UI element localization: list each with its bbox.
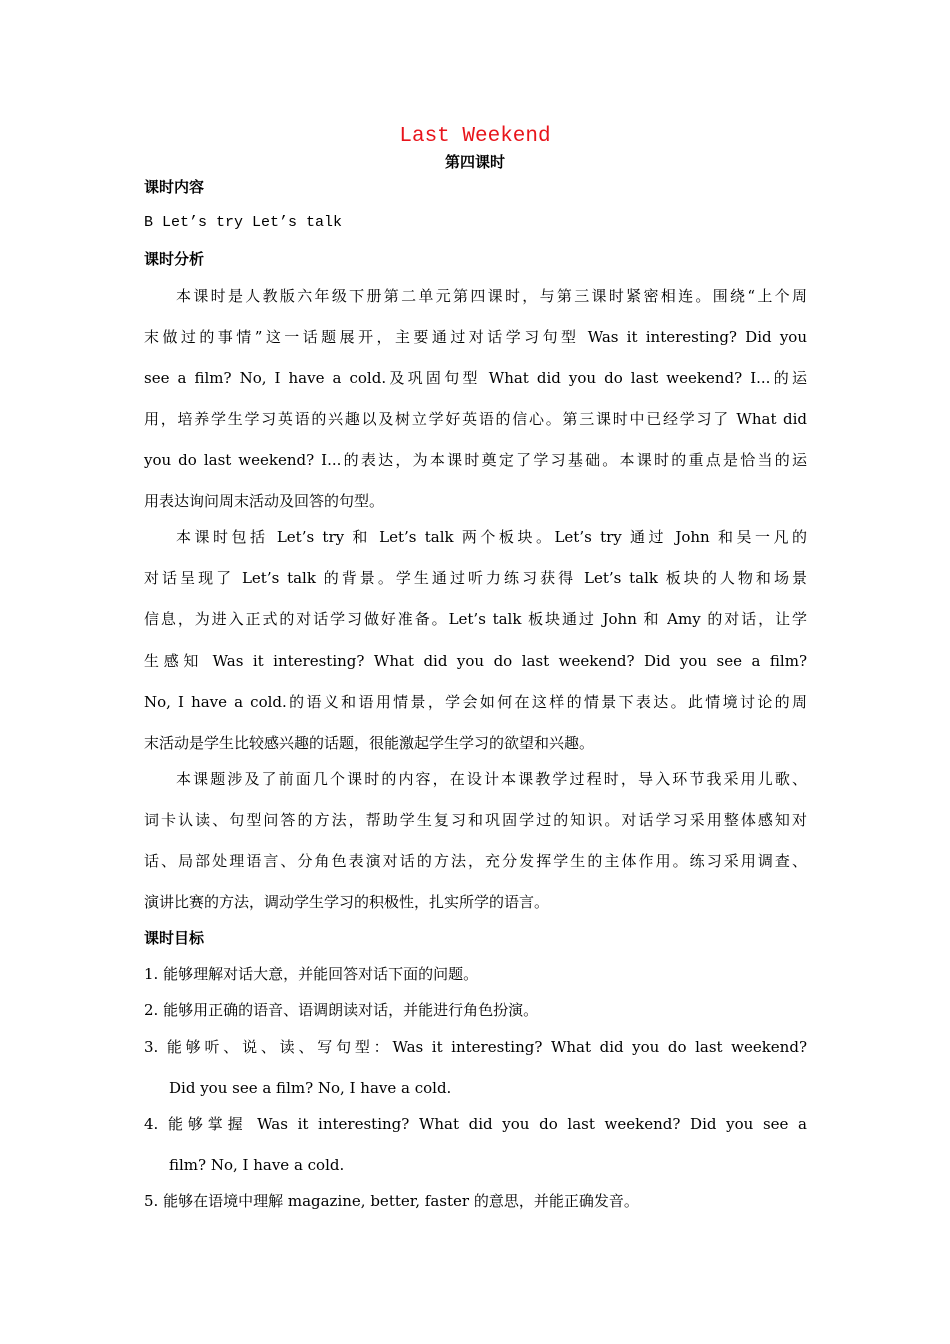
objective-item-continuation: Did you see a film? No, I have a cold.	[169, 1079, 452, 1097]
analysis-paragraph-line: 用，培养学生学习英语的兴趣以及树立学好英语的信心。第三课时中已经学习了 What did	[144, 410, 807, 428]
objective-item: 4. 能够掌握 Was it interesting? What did you do last weekend? Did you see a	[144, 1115, 807, 1133]
section-heading-content: 课时内容	[144, 178, 205, 196]
section-heading-objectives: 课时目标	[144, 929, 205, 947]
analysis-paragraph-line: 话、局部处理语言、分角色表演对话的方法，充分发挥学生的主体作用。练习采用调查、	[144, 852, 807, 870]
analysis-paragraph-line: you do last weekend? I...的表达，为本课时奠定了学习基础。本课时的重点是恰当的运	[144, 451, 807, 469]
analysis-paragraph-line: 本课时包括 Let’s try 和 Let’s talk 两个板块。Let’s try 通过 John 和吴一凡的	[176, 528, 807, 546]
analysis-paragraph-line: 词卡认读、句型问答的方法，帮助学生复习和巩固学过的知识。对话学习采用整体感知对	[144, 811, 807, 829]
objective-item: 1. 能够理解对话大意，并能回答对话下面的问题。	[144, 965, 479, 983]
content-line: B Let’s try Let’s talk	[144, 214, 343, 231]
analysis-paragraph-line: 末做过的事情”这一话题展开，主要通过对话学习句型 Was it interesting? Did you	[144, 328, 807, 346]
objective-item: 2. 能够用正确的语音、语调朗读对话，并能进行角色扮演。	[144, 1001, 539, 1019]
analysis-paragraph-line: 对话呈现了 Let’s talk 的背景。学生通过听力练习获得 Let’s talk 板块的人物和场景	[144, 569, 807, 587]
objective-item-continuation: film? No, I have a cold.	[169, 1156, 345, 1174]
document-subtitle: 第四课时	[444, 153, 505, 171]
analysis-paragraph-line: 信息，为进入正式的对话学习做好准备。Let’s talk 板块通过 John 和 Amy 的对话，让学	[144, 610, 807, 628]
analysis-paragraph-line: 末活动是学生比较感兴趣的话题，很能激起学生学习的欲望和兴趣。	[144, 734, 595, 752]
objective-item: 5. 能够在语境中理解 magazine, better, faster 的意思，并能正确发音。	[144, 1192, 639, 1210]
analysis-paragraph-line: see a film? No, I have a cold.及巩固句型 What did you do last weekend? I...的运	[144, 369, 807, 387]
document-title: Last Weekend	[399, 125, 551, 148]
analysis-paragraph-line: No, I have a cold.的语义和语用情景，学会如何在这样的情景下表达。此情境讨论的周	[144, 693, 807, 711]
analysis-paragraph-line: 生感知 Was it interesting? What did you do last weekend? Did you see a film?	[144, 652, 807, 670]
objective-item: 3. 能够听、说、读、写句型：Was it interesting? What did you do last weekend?	[144, 1038, 807, 1056]
analysis-paragraph-line: 演讲比赛的方法，调动学生学习的积极性，扎实所学的语言。	[144, 893, 550, 911]
analysis-paragraph-line: 本课时是人教版六年级下册第二单元第四课时，与第三课时紧密相连。围绕“上个周	[176, 287, 807, 305]
analysis-paragraph-line: 用表达询问周末活动及回答的句型。	[144, 492, 385, 510]
section-heading-analysis: 课时分析	[144, 250, 205, 268]
analysis-paragraph-line: 本课题涉及了前面几个课时的内容，在设计本课教学过程时，导入环节我采用儿歌、	[176, 770, 807, 788]
